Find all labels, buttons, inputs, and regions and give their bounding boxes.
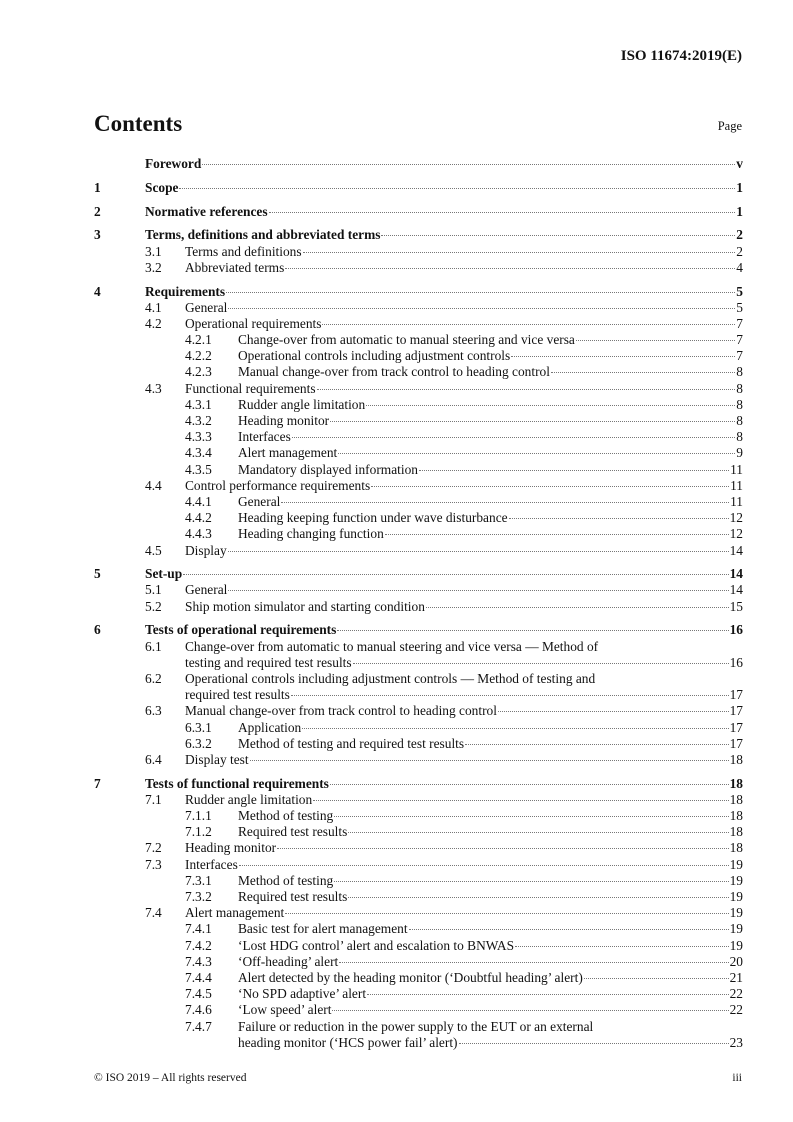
page-column-label: Page <box>717 119 742 133</box>
dot-leader <box>317 389 736 390</box>
toc-entry-title: Requirements <box>145 283 226 299</box>
toc-entry-page: 8 <box>736 413 743 428</box>
toc-entry-number: 4.3 <box>145 380 162 396</box>
toc-entry[interactable] <box>94 364 743 380</box>
toc-entry-number: 5.1 <box>145 582 162 598</box>
toc-entry[interactable] <box>94 857 743 873</box>
toc-entry-title: Normative references <box>145 203 268 219</box>
toc-entry-page: 16 <box>729 654 743 670</box>
toc-entry-number: 7.4.4 <box>185 969 212 985</box>
dot-leader <box>385 534 729 535</box>
toc-entry[interactable] <box>94 510 743 526</box>
toc-entry-number: 7.3.1 <box>185 872 212 888</box>
dot-leader <box>334 881 728 882</box>
toc-entry[interactable] <box>94 284 743 300</box>
toc-entry-number: 3.2 <box>145 259 162 275</box>
toc-entry-number: 7.4.7 <box>185 1018 212 1034</box>
dot-leader <box>348 897 728 898</box>
toc-entry-page: 8 <box>736 396 743 412</box>
toc-entry[interactable] <box>94 180 743 196</box>
toc-entry-page: 8 <box>736 429 743 445</box>
toc-entry-number: 6 <box>94 622 101 638</box>
toc-entry-number: 6.4 <box>145 751 162 767</box>
dot-leader <box>366 405 735 406</box>
dot-leader <box>228 590 728 591</box>
toc-entry-number: 4.2 <box>145 315 162 331</box>
toc-entry[interactable] <box>94 1002 743 1018</box>
toc-entry[interactable] <box>94 156 743 172</box>
toc-entry-number: 6.3.2 <box>185 735 212 751</box>
toc-entry-number: 6.1 <box>145 638 162 654</box>
toc-entry-title: General <box>238 493 281 509</box>
toc-entry[interactable] <box>94 429 743 445</box>
toc-entry[interactable] <box>94 905 743 921</box>
toc-entry-title: Change-over from automatic to manual steering and vice versa <box>238 332 575 348</box>
toc-entry-number: 7.4 <box>145 905 162 921</box>
toc-entry-title: Method of testing <box>238 808 334 824</box>
dot-leader <box>250 760 729 761</box>
toc-entry-number: 6.2 <box>145 671 162 686</box>
dot-leader <box>419 470 729 471</box>
toc-entry[interactable] <box>94 889 743 905</box>
dot-leader <box>285 268 735 269</box>
toc-entry-title: Alert management <box>238 445 338 461</box>
toc-entry-title: ‘Low speed’ alert <box>238 1002 332 1018</box>
toc-entry-title: Control performance requirements <box>185 477 371 493</box>
dot-leader <box>381 235 735 236</box>
toc-entry-title: Tests of operational requirements <box>145 622 337 638</box>
toc-entry-title: General <box>185 299 228 315</box>
toc-entry-page: 11 <box>730 493 743 509</box>
toc-entry-page: 17 <box>729 735 743 751</box>
dot-leader <box>302 728 728 729</box>
toc-entry-number: 3 <box>94 227 101 243</box>
toc-entry-title: Interfaces <box>238 429 291 445</box>
toc-entry-title: Operational requirements <box>185 315 322 331</box>
dot-leader <box>465 744 729 745</box>
toc-entry-number: 7.3 <box>145 856 162 872</box>
toc-entry[interactable] <box>94 873 743 889</box>
toc-entry-number: 4 <box>94 283 101 299</box>
toc-entry-title: Heading keeping function under wave disturbance <box>238 510 508 526</box>
toc-entry-page: 1 <box>736 203 743 219</box>
toc-entry-page: 14 <box>729 582 743 598</box>
toc-entry-page: 16 <box>729 622 743 638</box>
toc-entry-page: 23 <box>729 1034 743 1050</box>
toc-entry-number: 7.1.1 <box>185 808 212 824</box>
toc-entry-number: 5 <box>94 566 101 582</box>
toc-entry[interactable] <box>94 986 743 1002</box>
toc-entry[interactable] <box>94 494 743 510</box>
toc-entry-title: heading monitor (‘HCS power fail’ alert) <box>238 1034 458 1050</box>
toc-entry-page: 17 <box>729 687 743 703</box>
toc-entry[interactable] <box>94 348 743 364</box>
toc-entry-page: 19 <box>729 937 743 953</box>
toc-entry-number: 7.1 <box>145 791 162 807</box>
dot-leader <box>239 865 729 866</box>
toc-entry[interactable] <box>94 938 743 954</box>
toc-entry-number: 4.3.5 <box>185 461 212 477</box>
dot-leader <box>353 663 729 664</box>
toc-entry-title: Ship motion simulator and starting condition <box>185 598 425 614</box>
toc-entry[interactable] <box>94 954 743 970</box>
toc-entry-number: 2 <box>94 203 101 219</box>
toc-entry[interactable] <box>94 776 743 792</box>
toc-entry-page: 19 <box>729 921 743 937</box>
toc-entry-page: 2 <box>736 243 743 259</box>
toc-entry-title: ‘No SPD adaptive’ alert <box>238 986 367 1002</box>
toc-entry-number: 5.2 <box>145 598 162 614</box>
toc-entry-page: 2 <box>736 227 743 243</box>
toc-entry-page: 18 <box>729 824 743 840</box>
toc-entry-title: Operational controls including adjustment controls <box>238 348 511 364</box>
toc-entry-page: 7 <box>736 348 743 364</box>
dot-leader <box>367 994 729 995</box>
toc-entry-title: Rudder angle limitation <box>185 791 313 807</box>
toc-entry-page: 17 <box>729 719 743 735</box>
toc-entry-page: 15 <box>729 598 743 614</box>
toc-entry-title: Method of testing and required test results <box>238 735 465 751</box>
dot-leader <box>498 711 729 712</box>
toc-entry-page: 12 <box>729 526 743 542</box>
dot-leader <box>371 486 729 487</box>
toc-entry-page: 1 <box>736 179 743 195</box>
toc-entry[interactable] <box>94 227 743 243</box>
toc-entry-title: Set-up <box>145 566 183 582</box>
toc-entry-title: Heading monitor <box>238 413 330 428</box>
toc-entry-page: 18 <box>729 775 743 791</box>
toc-entry-title: Abbreviated terms <box>185 259 285 275</box>
toc-entry-number: 4.4 <box>145 477 162 493</box>
toc-entry-title: Failure or reduction in the power supply to the EUT or an external <box>238 1018 594 1034</box>
dot-leader <box>348 832 728 833</box>
dot-leader <box>226 292 735 293</box>
toc-entry-number: 7.3.2 <box>185 889 212 905</box>
toc-entry-title: Rudder angle limitation <box>238 396 366 412</box>
toc-entry-page: 11 <box>730 477 743 493</box>
toc-entry-number: 3.1 <box>145 243 162 259</box>
toc-entry-title: Interfaces <box>185 856 238 872</box>
toc-entry-title: Application <box>238 719 302 735</box>
toc-entry-title: Terms, definitions and abbreviated terms <box>145 227 381 243</box>
toc-entry-title: ‘Lost HDG control’ alert and escalation to BNWAS <box>238 937 515 953</box>
dot-leader <box>183 574 728 575</box>
dot-leader <box>459 1043 729 1044</box>
toc-entry[interactable] <box>94 655 743 671</box>
document-id: ISO 11674:2019(E) <box>620 48 742 64</box>
dot-leader <box>228 551 729 552</box>
toc-entry-title: Display test <box>185 751 249 767</box>
toc-entry-page: 5 <box>736 283 743 299</box>
toc-entry[interactable] <box>94 381 743 397</box>
toc-entry-title: Change-over from automatic to manual steering and vice versa — Method of <box>185 638 599 654</box>
dot-leader <box>515 946 729 947</box>
toc-entry[interactable] <box>94 687 743 703</box>
toc-entry[interactable] <box>94 445 743 461</box>
toc-entry-number: 4.4.1 <box>185 493 212 509</box>
dot-leader <box>228 308 735 309</box>
toc-entry[interactable] <box>94 1035 743 1051</box>
toc-entry-page: 18 <box>729 751 743 767</box>
dot-leader <box>330 421 735 422</box>
toc-entry-page: 9 <box>736 445 743 461</box>
toc-entry-page: 22 <box>729 1002 743 1018</box>
toc-entry-title: General <box>185 582 228 598</box>
dot-leader <box>313 800 728 801</box>
toc-entry-number: 7.4.6 <box>185 1002 212 1018</box>
toc-entry-number: 7.4.1 <box>185 921 212 937</box>
toc-entry-page: 22 <box>729 986 743 1002</box>
toc-entry-number: 7.4.2 <box>185 937 212 953</box>
toc-entry-number: 4.2.3 <box>185 364 212 380</box>
toc-entry[interactable] <box>94 582 743 598</box>
table-of-contents <box>94 156 743 1051</box>
toc-entry-page: 8 <box>736 380 743 396</box>
dot-leader <box>509 518 729 519</box>
dot-leader <box>179 188 735 189</box>
toc-entry-page: 4 <box>736 259 743 275</box>
toc-entry[interactable] <box>94 808 743 824</box>
toc-entry-number: 4.1 <box>145 299 162 315</box>
dot-leader <box>303 252 736 253</box>
toc-entry[interactable] <box>94 736 743 752</box>
dot-leader <box>334 816 728 817</box>
toc-entry-title: testing and required test results <box>185 654 352 670</box>
dot-leader <box>339 962 728 963</box>
footer-copyright: © ISO 2019 – All rights reserved <box>94 1072 247 1084</box>
toc-entry-page: 11 <box>730 461 743 477</box>
dot-leader <box>426 607 729 608</box>
dot-leader <box>281 502 729 503</box>
toc-entry-title: Foreword <box>145 156 202 171</box>
toc-entry[interactable] <box>94 260 743 276</box>
toc-entry[interactable] <box>94 824 743 840</box>
page-title: Contents <box>94 111 183 136</box>
toc-entry[interactable] <box>94 970 743 986</box>
toc-entry[interactable] <box>94 397 743 413</box>
toc-entry-page: 19 <box>729 889 743 905</box>
dot-leader <box>285 913 728 914</box>
dot-leader <box>337 630 728 631</box>
toc-entry[interactable] <box>94 566 743 582</box>
toc-entry-number: 1 <box>94 179 101 195</box>
toc-entry-page: 14 <box>729 566 743 582</box>
dot-leader <box>292 437 736 438</box>
toc-entry-title: Terms and definitions <box>185 243 302 259</box>
toc-entry-title: Tests of functional requirements <box>145 775 329 791</box>
toc-entry[interactable] <box>94 332 743 348</box>
dot-leader <box>202 164 735 165</box>
toc-entry-number: 4.3.4 <box>185 445 212 461</box>
dot-leader <box>291 695 729 696</box>
toc-entry[interactable] <box>94 921 743 937</box>
toc-entry-number: 4.2.1 <box>185 332 212 348</box>
toc-entry-title: required test results <box>185 687 290 703</box>
dot-leader <box>330 784 729 785</box>
toc-entry[interactable] <box>94 671 743 687</box>
toc-entry[interactable] <box>94 316 743 332</box>
toc-entry-page: 19 <box>729 856 743 872</box>
toc-entry-title: Alert detected by the heading monitor (‘Doubtful heading’ alert) <box>238 969 583 985</box>
toc-entry-title: Manual change-over from track control to heading control <box>185 703 497 719</box>
toc-entry-number: 4.4.2 <box>185 510 212 526</box>
toc-entry-page: 17 <box>729 703 743 719</box>
toc-entry-page: 20 <box>729 953 743 969</box>
toc-entry-number: 7.4.5 <box>185 986 212 1002</box>
toc-entry-title: Method of testing <box>238 872 334 888</box>
toc-entry-title: Operational controls including adjustment controls — Method of testing and <box>185 671 596 686</box>
toc-entry-page: 5 <box>736 299 743 315</box>
dot-leader <box>269 212 736 213</box>
dot-leader <box>322 324 735 325</box>
toc-entry[interactable] <box>94 840 743 856</box>
toc-entry[interactable] <box>94 639 743 655</box>
toc-entry-page: 14 <box>729 542 743 558</box>
toc-entry-page: 7 <box>736 332 743 348</box>
toc-entry-title: Manual change-over from track control to heading control <box>238 364 550 380</box>
toc-entry-title: Functional requirements <box>185 380 316 396</box>
toc-entry-page: 7 <box>736 315 743 331</box>
dot-leader <box>409 929 729 930</box>
toc-entry-number: 4.2.2 <box>185 348 212 364</box>
toc-entry-page: 18 <box>729 840 743 856</box>
toc-entry-page: 18 <box>729 808 743 824</box>
toc-entry-title: Mandatory displayed information <box>238 461 418 477</box>
toc-entry[interactable] <box>94 244 743 260</box>
toc-entry[interactable] <box>94 622 743 638</box>
dot-leader <box>551 372 735 373</box>
dot-leader <box>332 1010 728 1011</box>
toc-entry-page: 18 <box>729 791 743 807</box>
toc-entry-title: Heading monitor <box>185 840 277 856</box>
toc-entry[interactable] <box>94 462 743 478</box>
toc-entry-number: 7.1.2 <box>185 824 212 840</box>
toc-entry-number: 4.4.3 <box>185 526 212 542</box>
toc-entry-number: 7 <box>94 775 101 791</box>
toc-entry[interactable] <box>94 204 743 220</box>
toc-entry[interactable] <box>94 413 743 429</box>
toc-entry[interactable] <box>94 1019 743 1035</box>
toc-entry-title: Basic test for alert management <box>238 921 408 937</box>
toc-entry[interactable] <box>94 599 743 615</box>
toc-entry-title: Required test results <box>238 824 348 840</box>
toc-entry[interactable] <box>94 543 743 559</box>
toc-entry[interactable] <box>94 720 743 736</box>
toc-entry[interactable] <box>94 300 743 316</box>
toc-entry-page: 8 <box>736 364 743 380</box>
toc-entry-title: Required test results <box>238 889 348 905</box>
toc-entry-number: 7.2 <box>145 840 162 856</box>
toc-entry-number: 6.3.1 <box>185 719 212 735</box>
toc-entry[interactable] <box>94 526 743 542</box>
toc-entry-number: 6.3 <box>145 703 162 719</box>
toc-entry-number: 4.3.2 <box>185 413 212 428</box>
toc-entry-title: Alert management <box>185 905 285 921</box>
dot-leader <box>338 453 735 454</box>
toc-entry-page: 19 <box>729 905 743 921</box>
toc-entry[interactable] <box>94 703 743 719</box>
dot-leader <box>584 978 729 979</box>
toc-entry-number: 7.4.3 <box>185 953 212 969</box>
toc-entry[interactable] <box>94 478 743 494</box>
toc-entry[interactable] <box>94 792 743 808</box>
toc-entry-page: 19 <box>729 872 743 888</box>
toc-entry-title: Display <box>185 542 227 558</box>
toc-entry[interactable] <box>94 752 743 768</box>
toc-entry-number: 4.3.1 <box>185 396 212 412</box>
toc-entry-title: Scope <box>145 179 179 195</box>
dot-leader <box>511 356 735 357</box>
toc-entry-number: 4.3.3 <box>185 429 212 445</box>
dot-leader <box>277 848 728 849</box>
dot-leader <box>576 340 735 341</box>
toc-entry-title: Heading changing function <box>238 526 384 542</box>
toc-entry-number: 4.5 <box>145 542 162 558</box>
toc-entry-page: 12 <box>729 510 743 526</box>
toc-entry-page: 21 <box>729 969 743 985</box>
toc-entry-title: ‘Off-heading’ alert <box>238 953 339 969</box>
footer-page-number: iii <box>732 1072 742 1084</box>
toc-entry-page: v <box>736 156 743 171</box>
